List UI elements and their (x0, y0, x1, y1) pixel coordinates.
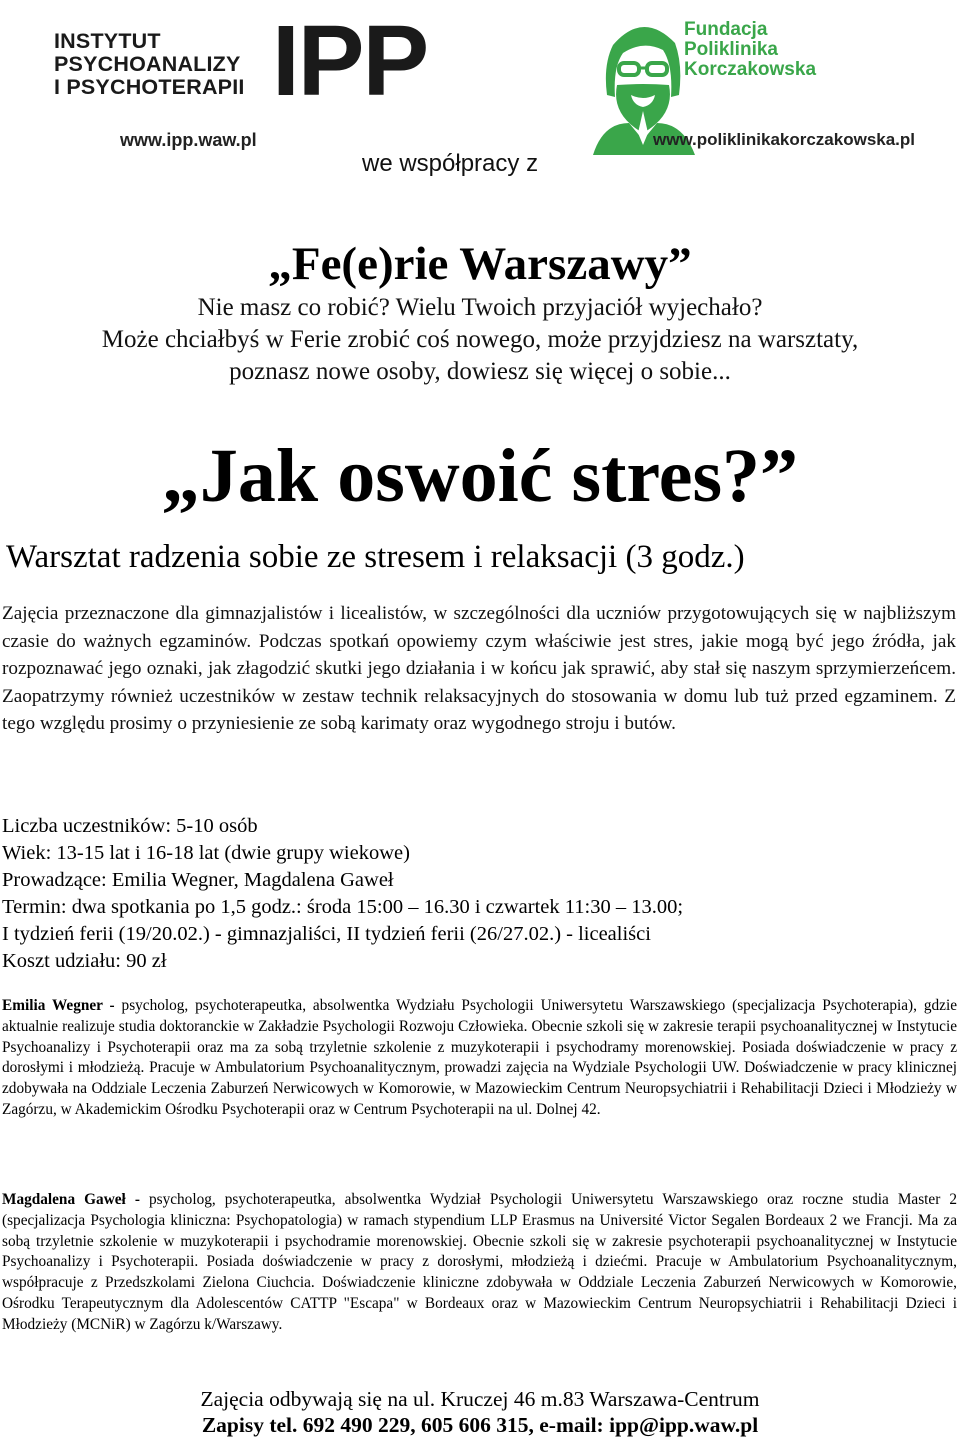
bio-text: psycholog, psychoterapeutka, absolwentka Wydziału Psychologii Uniwersytetu Warszawskiego (specjalizacja Psychoterapia), gdzie aktualnie realizuje studia doktoranckie w Zakładzie Psychologii Rozwoju Człowieka. Obecnie szkoli się w zakresie terapii psychoanalitycznej w Instytucie Psychoanalizy i Psychoterapii oraz ma za sobą trzyletnie szkolenie z muzykoterapii i psychodramy morenowskiej. Posiada doświadczenie w pracy z dorosłymi i młodzieżą. Pracuje w Ambulatorium Psychoanalitycznym, prowadzi zajęcia na Wydziale Psychologii UW. Doświadczenie w pracy klinicznej zdobywała na Oddziale Leczenia Zaburzeń Nerwicowych w Komorowie, w Mazowieckim Centrum Neuropsychiatrii i Rehabilitacji Dzieci i Młodzieży w Zagórzu, w Akademickim Ośrodku Psychoterapii oraz w Centrum Psychoterapii na ul. Dolnej 42. (2, 997, 957, 1118)
info-participants: Liczba uczestników: 5-10 osób (2, 815, 258, 837)
info-age: Wiek: 13-15 lat i 16-18 lat (dwie grupy wiekowe) (2, 842, 410, 864)
cooperation-label: we współpracy z (362, 150, 539, 177)
ipp-url[interactable]: www.ipp.waw.pl (120, 130, 257, 150)
intro-line: Może chciałbyś w Ferie zrobić coś nowego, może przyjdziesz na warsztaty, (101, 326, 859, 353)
workshop-title: „Jak oswoić stres?” (161, 434, 799, 518)
info-weeks: I tydzień ferii (19/20.02.) - gimnazjaliści, II tydzień ferii (26/27.02.) - licealiści (2, 923, 651, 945)
workshop-description: Zajęcia przeznaczone dla gimnazjalistów i licealistów, w szczególności dla uczniów przygotowujących się w najbliższym czasie do ważnych egzaminów. Podczas spotkań opowiemy czym właściwie jest stres, jakie mogą być jego źródła, jak rozpoznawać jego oznaki, jak złagodzić skutki jego działania i w końcu jak sprawić, aby stał się naszym sprzymierzeńcem. Zaopatrzymy również uczestników w zestaw technik relaksacyjnych do stosowania w domu lub tuż przed egzaminem. Z tego względu prosimy o przyniesienie ze sobą karimaty oraz wygodnego stroju i butów. (2, 603, 956, 734)
bio-magdalena-gawel (2, 1190, 957, 1336)
ipp-line: PSYCHOANALIZY (54, 52, 241, 76)
info-schedule: Termin: dwa spotkania po 1,5 godz.: środa 15:00 – 16.30 i czwartek 11:30 – 13.00; (2, 896, 684, 918)
foundation-url[interactable]: www.poliklinikakorczakowska.pl (653, 130, 916, 149)
footer-address: Zajęcia odbywają się na ul. Kruczej 46 m.83 Warszawa-Centrum (200, 1387, 760, 1411)
ipp-line: I PSYCHOTERAPII (54, 75, 245, 99)
ipp-logo-letters: IPP (272, 5, 428, 117)
foundation-line: Korczakowska (684, 59, 817, 80)
foundation-logo-text (684, 20, 816, 80)
ipp-logo-text (54, 30, 245, 99)
foundation-line: Poliklinika (684, 39, 778, 60)
intro-line: poznasz nowe osoby, dowiesz się więcej o sobie... (229, 358, 731, 385)
ipp-line: INSTYTUT (54, 29, 161, 53)
foundation-line: Fundacja (684, 19, 768, 40)
bio-name: Emilia Wegner - (2, 997, 115, 1014)
workshop-subtitle: Warsztat radzenia sobie ze stresem i relaksacji (3 godz.) (6, 539, 745, 575)
info-cost: Koszt udziału: 90 zł (2, 950, 167, 972)
bio-name: Magdalena Gaweł - (2, 1191, 140, 1208)
event-title: „Fe(e)rie Warszawy” (268, 238, 692, 290)
footer-contact: Zapisy tel. 692 490 229, 605 606 315, e-mail: ipp@ipp.waw.pl (201, 1413, 759, 1437)
info-leaders: Prowadzące: Emilia Wegner, Magdalena Gaweł (2, 869, 394, 891)
intro-line: Nie masz co robić? Wielu Twoich przyjaciół wyjechało? (197, 294, 763, 321)
bio-emilia-wegner (2, 996, 957, 1121)
bio-text: psycholog, psychoterapeutka, absolwentka Wydział Psychologii Uniwersytetu Warszawskiego oraz roczne studia Master 2 (specjalizacja Psychologia kliniczna: Psychopatologia) w ramach stypendium LLP Erasmus na Université Victor Segalen Bordeaux 2 we Francji. Ma za sobą trzyletnie szkolenie w muzykoterapii i psychodramie morenowskiej. Obecnie szkoli się w zakresie psychoterapii psychoanalitycznej w Instytucie Psychoanalizy i Psychoterapii. Posiada doświadczenie w pracy z dorosłymi, młodzieżą i dziećmi. Pracuje w Ambulatorium Psychoanalitycznym, współpracuje z Przedszkolami Zielona Ciuchcia. Doświadczenie kliniczne zdobywała w Oddziale Leczenia Zaburzeń Nerwicowych w Komorowie, Ośrodku Terapeutycznym dla Adolescentów CATTP "Escapa" w Bordeaux oraz w Mazowieckim Centrum Neuropsychiatrii i Rehabilitacji Dzieci i Młodzieży (MCNiR) w Zagórzu k/Warszawy. (2, 1191, 957, 1333)
